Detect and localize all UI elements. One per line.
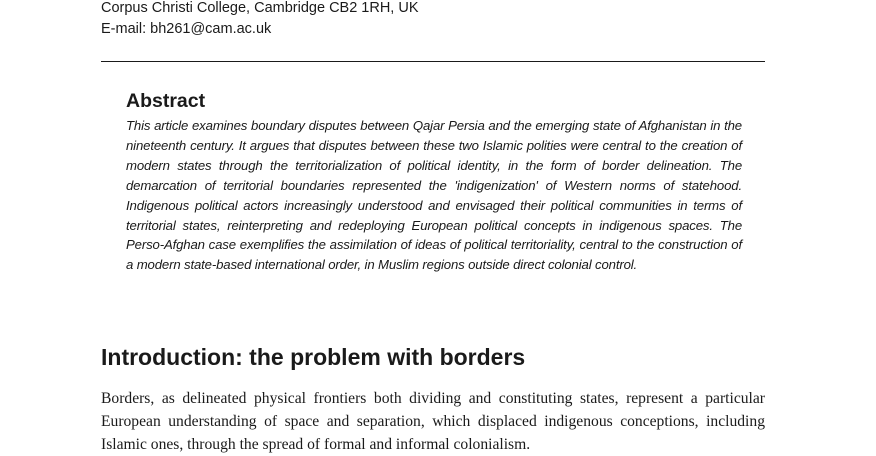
abstract-text: This article examines boundary disputes between Qajar Persia and the emerging state of Afghanistan in the nineteenth century. It argues that disputes between these two Islamic polities were central to the creation of modern states through the territorialization of political identity, in the form of border delineation. The demarcation of territorial boundaries represented the 'indigenization' of Western norms of statehood. Indigenous political actors increasingly understood and envisaged their political communities in terms of territorial states, reinterpreting and redeploying European political concepts in indigenous spaces. The Perso-Afghan case exemplifies the assimilation of ideas of political territoriality, central to the construction of a modern state-based international order, in Muslim regions outside direct colonial control.: [126, 118, 742, 273]
affiliation-email: E-mail: bh261@cam.ac.uk: [101, 21, 272, 37]
header-divider: [101, 61, 765, 62]
introduction-paragraph: Borders, as delineated physical frontiers both dividing and constituting states, represent a particular European understanding of space and separation, which displaced indigenous conceptions, including Islamic ones, through the spread of formal and informal colonialism.: [101, 390, 765, 453]
affiliation-address: Corpus Christi College, Cambridge CB2 1RH, UK: [101, 0, 419, 16]
author-affiliation: [101, 0, 419, 40]
abstract-heading: Abstract: [126, 90, 206, 112]
section-heading-introduction: Introduction: the problem with borders: [101, 344, 526, 370]
